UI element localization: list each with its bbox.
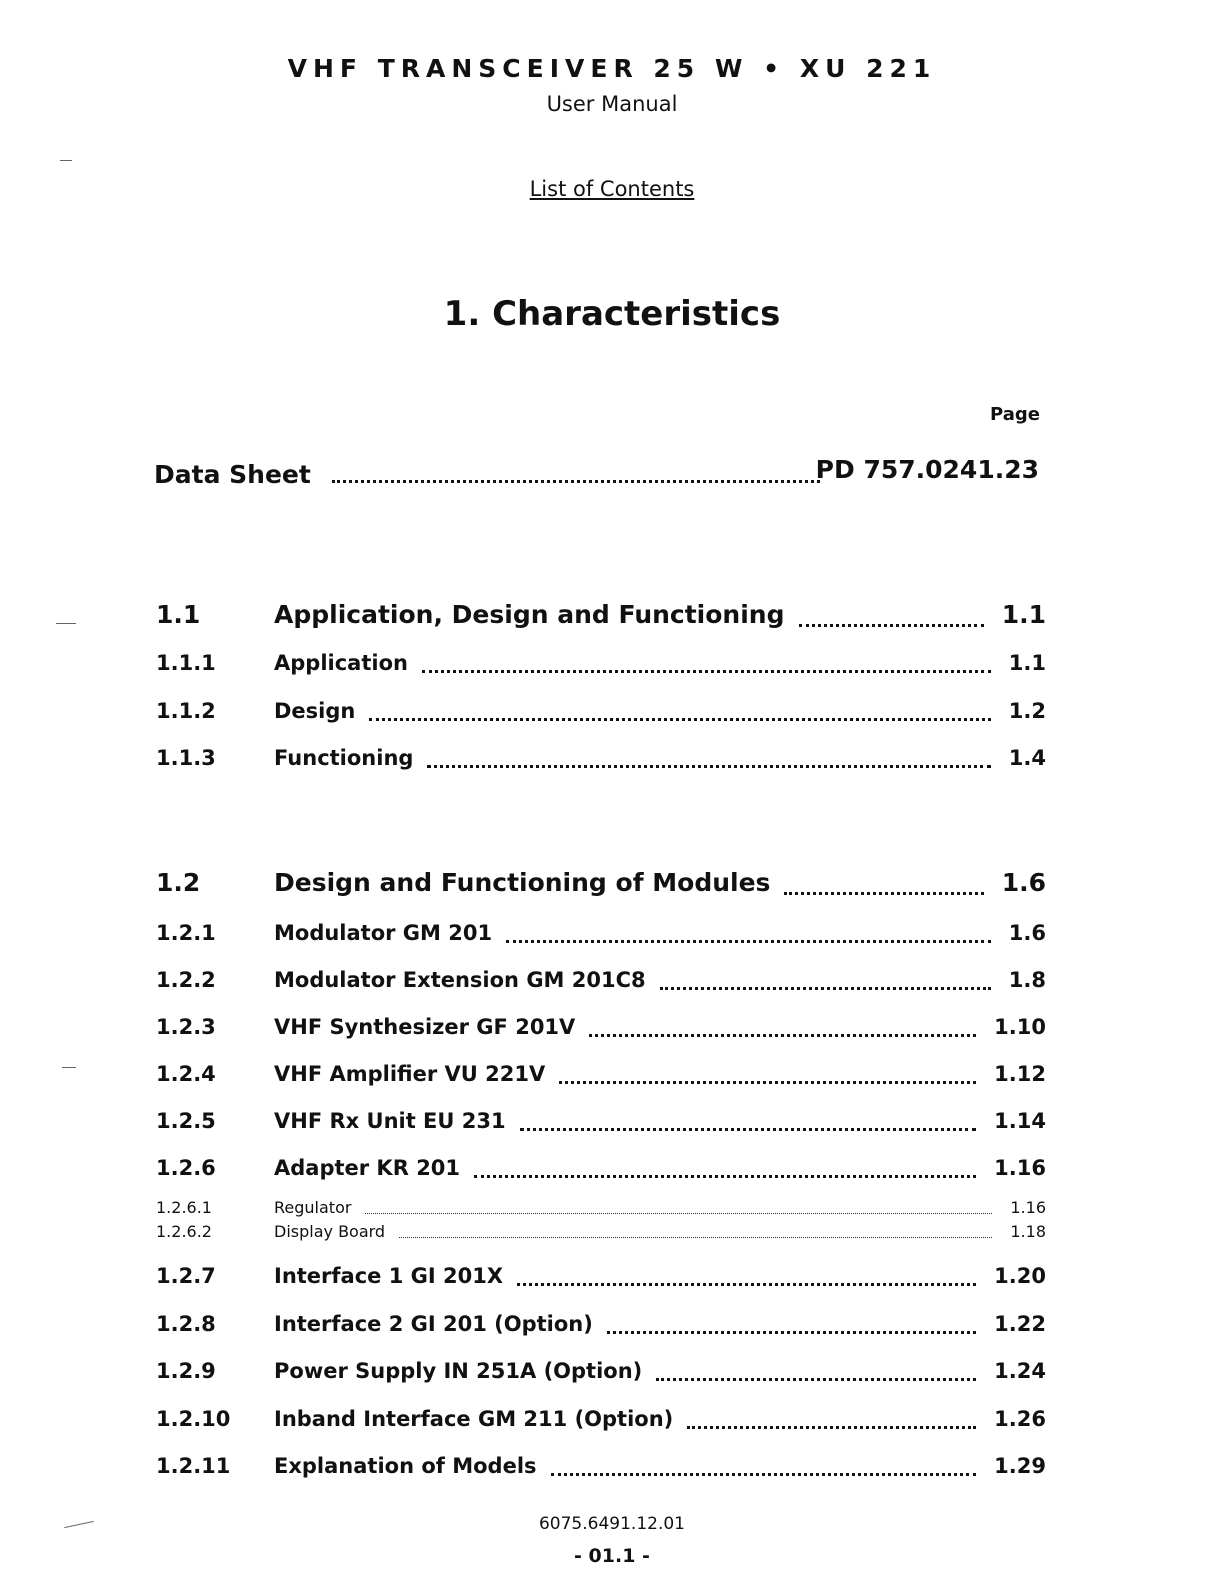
document-title: VHF TRANSCEIVER 25 W • XU 221 (287, 54, 937, 83)
section-title: Application (274, 651, 408, 675)
toc-entry (0, 1198, 1224, 1218)
dot-leader (517, 1283, 976, 1286)
dot-leader (474, 1175, 976, 1178)
section-page: 1.6 (1001, 868, 1046, 897)
section-title: Interface 1 GI 201X (274, 1264, 504, 1288)
section-page: 1.20 (994, 1264, 1046, 1288)
section-page: 1.2 (1008, 699, 1046, 723)
section-number: 1.2.11 (156, 1454, 231, 1478)
section-title: Design and Functioning of Modules (274, 868, 771, 897)
dot-leader (559, 1081, 976, 1084)
dot-leader (520, 1128, 976, 1131)
section-page: 1.14 (994, 1109, 1046, 1133)
toc-entry (0, 918, 1224, 948)
dot-leader (660, 987, 991, 990)
contents-heading: List of Contents (529, 177, 695, 201)
scan-mark (60, 160, 72, 161)
section-number: 1.2.3 (156, 1015, 216, 1039)
section-number: 1.2.5 (156, 1109, 216, 1133)
section-title: Adapter KR 201 (274, 1156, 461, 1180)
section-title: Power Supply IN 251A (Option) (274, 1359, 643, 1383)
section-number: 1.2.1 (156, 921, 216, 945)
page-number: - 01.1 - (574, 1545, 650, 1567)
section-title: Modulator GM 201 (274, 921, 493, 945)
dot-leader (656, 1378, 976, 1381)
section-page: 1.24 (994, 1359, 1046, 1383)
toc-entry (0, 1309, 1224, 1339)
section-page: 1.22 (994, 1312, 1046, 1336)
section-title: VHF Rx Unit EU 231 (274, 1109, 506, 1133)
dot-leader (799, 624, 984, 627)
section-title: Application, Design and Functioning (274, 600, 785, 629)
section-number: 1.2.6.2 (156, 1222, 212, 1241)
dot-leader (422, 670, 991, 673)
dot-leader (506, 940, 991, 943)
section-title: Explanation of Models (274, 1454, 537, 1478)
section-number: 1.1.2 (156, 699, 216, 723)
section-page: 1.18 (1010, 1222, 1046, 1241)
dot-leader (399, 1237, 992, 1238)
toc-entry (0, 1059, 1224, 1089)
section-number: 1.2.7 (156, 1264, 216, 1288)
section-title: Inband Interface GM 211 (Option) (274, 1407, 674, 1431)
section-number: 1.1.1 (156, 651, 216, 675)
chapter-heading: 1. Characteristics (443, 294, 781, 334)
dot-leader (607, 1331, 976, 1334)
data-sheet-page: PD 757.0241.23 (815, 455, 1039, 484)
section-number: 1.2.8 (156, 1312, 216, 1336)
toc-entry (0, 1451, 1224, 1481)
section-page: 1.12 (994, 1062, 1046, 1086)
toc-entry (0, 598, 1224, 632)
section-title: Modulator Extension GM 201C8 (274, 968, 646, 992)
section-title: Design (274, 699, 356, 723)
dot-leader (332, 480, 820, 483)
dot-leader (427, 765, 991, 768)
section-number: 1.2.6 (156, 1156, 216, 1180)
document-code: 6075.6491.12.01 (538, 1514, 685, 1534)
toc-entry (0, 743, 1224, 773)
toc-entry (0, 1261, 1224, 1291)
dot-leader (687, 1426, 976, 1429)
section-number: 1.2 (156, 868, 201, 897)
section-page: 1.1 (1008, 651, 1046, 675)
data-sheet-label: Data Sheet (154, 460, 311, 489)
section-number: 1.2.10 (156, 1407, 231, 1431)
dot-leader (784, 892, 984, 895)
dot-leader (369, 718, 991, 721)
section-page: 1.4 (1008, 746, 1046, 770)
section-number: 1.2.9 (156, 1359, 216, 1383)
toc-entry (0, 1404, 1224, 1434)
page-column-label: Page (990, 404, 1040, 425)
section-page: 1.16 (994, 1156, 1046, 1180)
toc-entry (0, 696, 1224, 726)
section-number: 1.2.2 (156, 968, 216, 992)
document-subtitle: User Manual (546, 92, 678, 116)
section-page: 1.16 (1010, 1198, 1046, 1217)
toc-entry (0, 1106, 1224, 1136)
toc-entry (0, 1356, 1224, 1386)
section-page: 1.1 (1001, 600, 1046, 629)
dot-leader (365, 1213, 992, 1214)
section-title: Interface 2 GI 201 (Option) (274, 1312, 593, 1336)
section-page: 1.6 (1008, 921, 1046, 945)
scan-mark (62, 1067, 76, 1068)
dot-leader (589, 1034, 976, 1037)
section-number: 1.1 (156, 600, 201, 629)
section-title: VHF Synthesizer GF 201V (274, 1015, 576, 1039)
toc-entry (0, 1012, 1224, 1042)
scan-mark (56, 623, 76, 624)
section-title: Regulator (274, 1198, 352, 1217)
section-page: 1.10 (994, 1015, 1046, 1039)
section-title: Functioning (274, 746, 414, 770)
toc-entry (0, 1153, 1224, 1183)
toc-entry (0, 648, 1224, 678)
section-number: 1.2.6.1 (156, 1198, 212, 1217)
section-page: 1.26 (994, 1407, 1046, 1431)
section-page: 1.29 (994, 1454, 1046, 1478)
dot-leader (551, 1473, 976, 1476)
section-number: 1.2.4 (156, 1062, 216, 1086)
toc-entry (0, 866, 1224, 900)
section-number: 1.1.3 (156, 746, 216, 770)
section-page: 1.8 (1008, 968, 1046, 992)
section-title: Display Board (274, 1222, 386, 1241)
toc-entry (0, 965, 1224, 995)
section-title: VHF Amplifier VU 221V (274, 1062, 546, 1086)
toc-entry (0, 1222, 1224, 1242)
